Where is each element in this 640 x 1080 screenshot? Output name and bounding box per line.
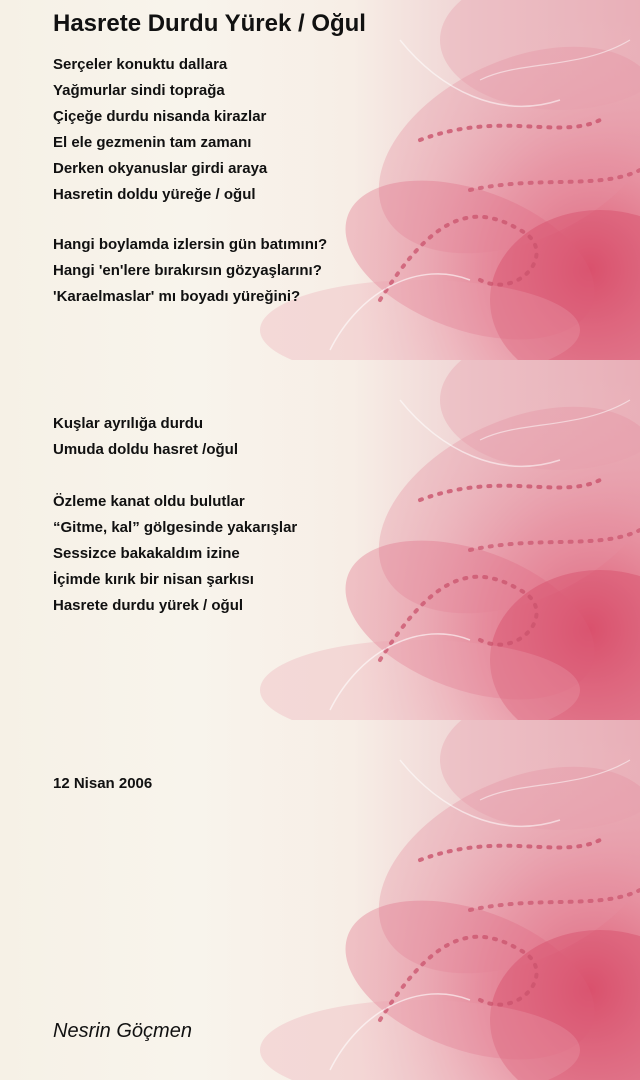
poem-line: El ele gezmenin tam zamanı <box>53 134 252 151</box>
poem-line: Çiçeğe durdu nisanda kirazlar <box>53 108 267 125</box>
poem-line: Hasretin doldu yüreğe / oğul <box>53 186 256 203</box>
poem-line: Özleme kanat oldu bulutlar <box>53 493 245 510</box>
poem-line: Hangi boylamda izlersin gün batımını? <box>53 236 328 253</box>
poem-stanza <box>53 411 238 463</box>
poem-stanza <box>53 52 267 208</box>
poem-stanza <box>53 232 327 310</box>
poem-line: Hangi 'en'lere bırakırsın gözyaşlarını? <box>53 262 322 279</box>
poem-line: Hasrete durdu yürek / oğul <box>53 597 244 614</box>
poem-date: 12 Nisan 2006 <box>53 775 153 792</box>
poem-line: Serçeler konuktu dallara <box>53 56 228 73</box>
poem-line: Derken okyanuslar girdi araya <box>53 160 268 177</box>
poem-line: Kuşlar ayrılığa durdu <box>53 415 204 432</box>
poem-title: Hasrete Durdu Yürek / Oğul <box>53 10 366 37</box>
poem-stanza <box>53 489 297 619</box>
poem-line: Sessizce bakakaldım izine <box>53 545 240 562</box>
poem-line: “Gitme, kal” gölgesinde yakarışlar <box>53 519 298 536</box>
poem-line: İçimde kırık bir nisan şarkısı <box>53 571 254 588</box>
poem-author: Nesrin Göçmen <box>53 1020 192 1042</box>
poem-line: 'Karaelmaslar' mı boyadı yüreğini? <box>53 288 301 305</box>
poem-line: Yağmurlar sindi toprağa <box>53 82 225 99</box>
poem-line: Umuda doldu hasret /oğul <box>53 441 239 458</box>
